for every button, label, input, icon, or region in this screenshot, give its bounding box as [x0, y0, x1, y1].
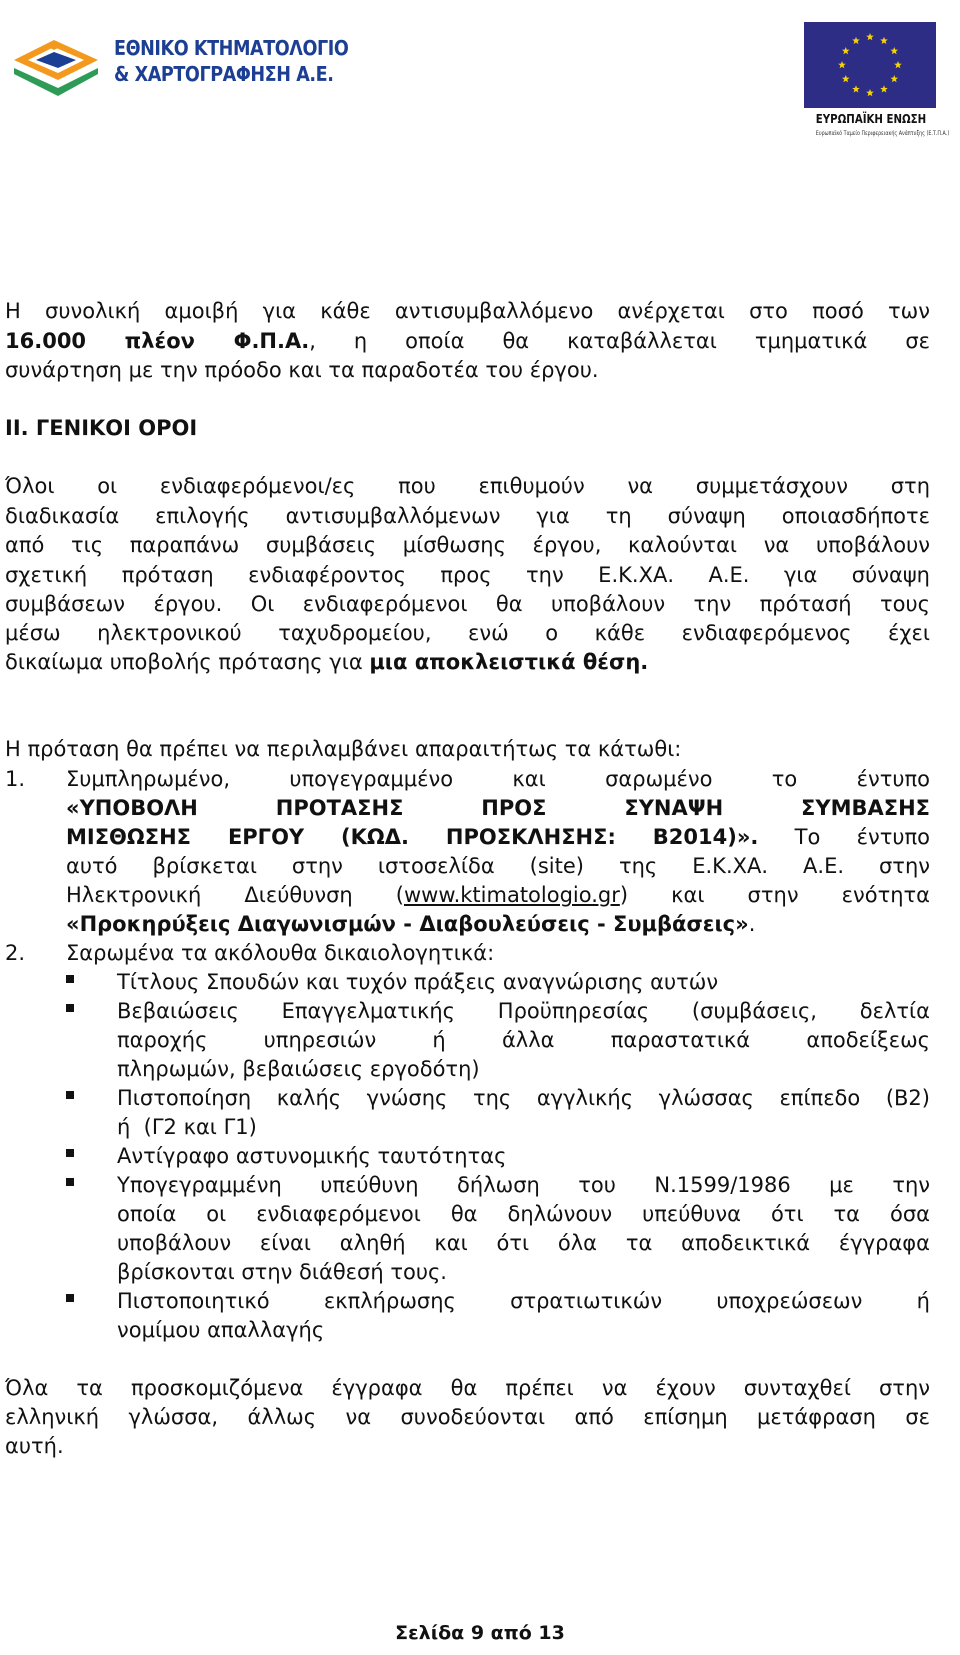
- eu-star: [842, 47, 850, 54]
- intro-line-2: [5, 326, 930, 357]
- ktimatologio-link[interactable]: www.ktimatologio.gr: [403, 883, 620, 907]
- bullet-4-line-1: Αντίγραφο αστυνομικής ταυτότητας: [117, 1144, 507, 1168]
- eu-star: [880, 37, 888, 44]
- eu-star: [880, 85, 888, 92]
- bullet-icon: [66, 975, 74, 983]
- item-1-line-5-post: ) και στην ενότητα: [619, 883, 931, 907]
- item-1-line-5-pre: Ηλεκτρονική Διεύθυνση (: [66, 883, 404, 907]
- ktimatologio-emblem-icon: [6, 16, 106, 96]
- intro-line-1: Η συνολική αμοιβή για κάθε αντισυμβαλλόμενο ανέρχεται στο ποσό των: [5, 299, 930, 323]
- bullet-5-line-4: βρίσκονται στην διάθεσή τους.: [117, 1260, 447, 1284]
- item-1-number: 1.: [5, 767, 26, 791]
- item-1-line-1: Συμπληρωμένο, υπογεγραμμένο και σαρωμένο το έντυπο: [66, 767, 930, 791]
- form-code-text: ΜΙΣΘΩΣΗΣ ΕΡΓΟΥ (ΚΩΔ. ΠΡΟΣΚΛΗΣΗΣ: Β2014)».: [66, 825, 759, 849]
- section-name-text: «Προκηρύξεις Διαγωνισμών - Διαβουλεύσεις - Συμβάσεις»: [66, 912, 749, 936]
- eu-star: [852, 85, 860, 92]
- bullet-icon: [66, 1004, 74, 1012]
- general-line-3: από τις παραπάνω συμβάσεις μίσθωσης έργου, καλούνται να υποβάλουν: [5, 533, 930, 557]
- bullet-6-line-2: νομίμου απαλλαγής: [117, 1318, 325, 1342]
- bullet-3-line-2: ή (Γ2 και Γ1): [117, 1115, 257, 1139]
- bullet-2-line-3: πληρωμών, βεβαιώσεις εργοδότη): [117, 1057, 480, 1081]
- org-name-line1: ΕΘΝΙΚΟ ΚΤΗΜΑΤΟΛΟΓΙΟ: [114, 36, 349, 60]
- intro-line-2-rest: , η οποία θα καταβάλλεται τμηματικά σε: [309, 329, 930, 353]
- general-line-6: μέσω ηλεκτρονικού ταχυδρομείου, ενώ ο κάθε ενδιαφερόμενος έχει: [5, 621, 930, 645]
- closing-line-2: ελληνική γλώσσα, άλλως να συνοδεύονται από επίσημη μετάφραση σε: [5, 1405, 930, 1429]
- eu-star: [890, 47, 898, 54]
- bullet-5-line-2: οποία οι ενδιαφερόμενοι θα δηλώνουν υπεύθυνα ότι τα όσα: [117, 1202, 930, 1226]
- item-2-label: Σαρωμένα τα ακόλουθα δικαιολογητικά:: [66, 941, 495, 965]
- intro-line-3: συνάρτηση με την πρόοδο και τα παραδοτέα του έργου.: [5, 358, 599, 382]
- general-line-7: [5, 647, 930, 678]
- item-1-line-3-rest: Το έντυπο: [758, 825, 930, 849]
- general-line-4: σχετική πρόταση ενδιαφέροντος προς την Ε.Κ.ΧΑ. Α.Ε. για σύναψη: [5, 563, 930, 587]
- eu-subtitle: Ευρωπαϊκό Ταμείο Περιφερειακής Ανάπτυξης (Ε.Τ.Π.Α.): [815, 130, 950, 137]
- org-name-line2: & ΧΑΡΤΟΓΡΑΦΗΣΗ Α.Ε.: [114, 62, 334, 86]
- bullet-3-line-1: Πιστοποίηση καλής γνώσης της αγγλικής γλώσσας επίπεδο (Β2): [117, 1086, 930, 1110]
- amount-text: 16.000 πλέον Φ.Π.Α.: [5, 329, 310, 353]
- bullet-icon: [66, 1294, 74, 1302]
- eu-star: [890, 75, 898, 82]
- eu-flag: [804, 22, 936, 108]
- page-number: Σελίδα 9 από 13: [395, 1622, 565, 1644]
- bullet-2-line-1: Βεβαιώσεις Επαγγελματικής Προϋπηρεσίας (συμβάσεις, δελτία: [117, 999, 930, 1023]
- requirements-intro: Η πρόταση θα πρέπει να περιλαμβάνει απαραιτήτως τα κάτωθι:: [5, 737, 682, 761]
- item-1-line-5: [66, 880, 930, 911]
- item-1-line-4: αυτό βρίσκεται στην ιστοσελίδα (site) της Ε.Κ.ΧΑ. Α.Ε. στην: [66, 854, 930, 878]
- bullet-icon: [66, 1091, 74, 1099]
- item-1-line-3: [66, 822, 930, 853]
- item-1-line-6: [66, 909, 930, 940]
- eu-star: [866, 89, 874, 96]
- eu-star: [842, 75, 850, 82]
- bullet-icon: [66, 1178, 74, 1186]
- item-2-number: 2.: [5, 941, 26, 965]
- general-line-5: συμβάσεων έργου. Οι ενδιαφερόμενοι θα υποβάλουν την πρότασή τους: [5, 592, 930, 616]
- general-line-7-pre: δικαίωμα υποβολής πρότασης για: [5, 650, 370, 674]
- eu-star: [866, 33, 874, 40]
- ktimatologio-logo: [6, 16, 349, 96]
- eu-star: [838, 61, 846, 68]
- section-heading: II. ΓΕΝΙΚΟΙ ΟΡΟΙ: [5, 416, 198, 440]
- bullet-1-line-1: Τίτλους Σπουδών και τυχόν πράξεις αναγνώρισης αυτών: [117, 970, 719, 994]
- general-line-2: διαδικασία επιλογής αντισυμβαλλόμενων για τη σύναψη οποιασδήποτε: [5, 504, 930, 528]
- item-1-line-6-end: .: [748, 912, 756, 936]
- bullet-6-line-1: Πιστοποιητικό εκπλήρωσης στρατιωτικών υποχρεώσεων ή: [117, 1289, 930, 1313]
- item-1-line-2: «ΥΠΟΒΟΛΗ ΠΡΟΤΑΣΗΣ ΠΡΟΣ ΣΥΝΑΨΗ ΣΥΜΒΑΣΗΣ: [66, 796, 930, 820]
- closing-line-1: Όλα τα προσκομιζόμενα έγγραφα θα πρέπει να έχουν συνταχθεί στην: [5, 1376, 930, 1400]
- eu-stars-icon: [804, 22, 936, 108]
- bullet-2-line-2: παροχής υπηρεσιών ή άλλα παραστατικά αποδείξεως: [117, 1028, 930, 1052]
- bullet-icon: [66, 1149, 74, 1157]
- exclusive-position-text: μια αποκλειστικά θέση.: [369, 650, 649, 674]
- eu-star: [852, 37, 860, 44]
- bullet-5-line-3: υποβάλουν είναι αληθή και ότι όλα τα αποδεικτικά έγγραφα: [117, 1231, 930, 1255]
- eu-logo: [802, 22, 950, 144]
- eu-title: ΕΥΡΩΠΑΪΚΗ ΕΝΩΣΗ: [815, 112, 927, 126]
- general-line-1: Όλοι οι ενδιαφερόμενοι/ες που επιθυμούν να συμμετάσχουν στη: [5, 474, 930, 498]
- bullet-5-line-1: Υπογεγραμμένη υπεύθυνη δήλωση του Ν.1599/1986 με την: [117, 1173, 930, 1197]
- eu-star: [894, 61, 902, 68]
- closing-line-3: αυτή.: [5, 1434, 64, 1458]
